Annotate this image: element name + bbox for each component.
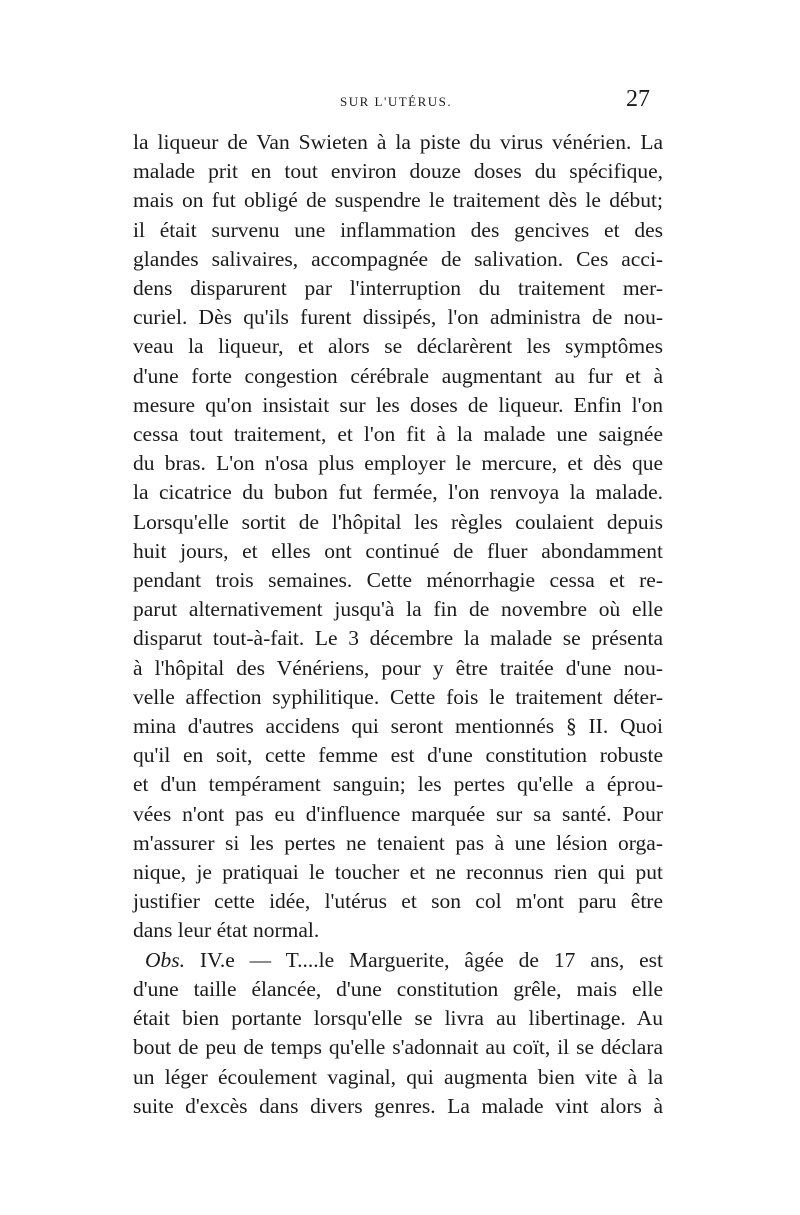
observation-heading-text: IV.e — T....le Marguerite, âgée de 17 ans, est xyxy=(185,947,663,972)
text-line: cessa tout traitement, et l'on fit à la malade une saignée xyxy=(133,422,663,447)
text-line: parut alternativement jusqu'à la fin de novembre où elle xyxy=(133,597,663,622)
text-line: curiel. Dès qu'ils furent dissipés, l'on administra de nou- xyxy=(133,305,663,330)
text-line: nique, je pratiquai le toucher et ne reconnus rien qui put xyxy=(133,860,663,885)
observation-heading-line xyxy=(133,946,663,975)
text-line: mais on fut obligé de suspendre le traitement dès le début; xyxy=(133,188,663,213)
text-line: un léger écoulement vaginal, qui augmenta bien vite à la xyxy=(133,1064,663,1089)
text-line: velle affection syphilitique. Cette fois le traitement déter- xyxy=(133,684,663,709)
text-line: du bras. L'on n'osa plus employer le mercure, et dès que xyxy=(133,451,663,476)
text-line: il était survenu une inflammation des gencives et des xyxy=(133,217,663,242)
text-line: qu'il en soit, cette femme est d'une constitution robuste xyxy=(133,743,663,768)
text-line: d'une forte congestion cérébrale augmentant au fur et à xyxy=(133,363,663,388)
text-line: et d'un tempérament sanguin; les pertes qu'elle a éprou- xyxy=(133,772,663,797)
text-line: d'une taille élancée, d'une constitution grêle, mais elle xyxy=(133,976,663,1001)
text-line: huit jours, et elles ont continué de fluer abondamment xyxy=(133,538,663,563)
text-line: disparut tout-à-fait. Le 3 décembre la malade se présenta xyxy=(133,626,663,651)
text-line: bout de peu de temps qu'elle s'adonnait au coït, il se déclara xyxy=(133,1035,663,1060)
text-line: mina d'autres accidens qui seront mentionnés § II. Quoi xyxy=(133,714,663,739)
text-line: la cicatrice du bubon fut fermée, l'on renvoya la malade. xyxy=(133,480,663,505)
text-line: suite d'excès dans divers genres. La malade vint alors à xyxy=(133,1093,663,1118)
text-line: justifier cette idée, l'utérus et son col m'ont paru être xyxy=(133,889,663,914)
text-line: la liqueur de Van Swieten à la piste du virus vénérien. La xyxy=(133,130,663,154)
text-line: pendant trois semaines. Cette ménorrhagie cessa et re- xyxy=(133,568,663,593)
text-line: m'assurer si les pertes ne tenaient pas à une lésion orga- xyxy=(133,830,663,855)
text-line: dens disparurent par l'interruption du traitement mer- xyxy=(133,276,663,301)
text-line: glandes salivaires, accompagnée de salivation. Ces acci- xyxy=(133,246,663,271)
text-line: Lorsqu'elle sortit de l'hôpital les règles coulaient depuis xyxy=(133,509,663,534)
observation-label: Obs. xyxy=(145,947,186,972)
body-text xyxy=(133,128,663,1121)
text-line: à l'hôpital des Vénériens, pour y être traitée d'une nou- xyxy=(133,655,663,680)
running-title: SUR L'UTÉRUS. xyxy=(340,94,453,109)
text-line: dans leur état normal. xyxy=(133,918,320,943)
text-line: était bien portante lorsqu'elle se livra au libertinage. Au xyxy=(133,1006,663,1031)
text-line: mesure qu'on insistait sur les doses de liqueur. Enfin l'on xyxy=(133,392,663,417)
text-line: malade prit en tout environ douze doses du spécifique, xyxy=(133,159,663,184)
text-line: veau la liqueur, et alors se déclarèrent les symptômes xyxy=(133,334,663,359)
page-number: 27 xyxy=(626,86,650,112)
text-line: vées n'ont pas eu d'influence marquée sur sa santé. Pour xyxy=(133,801,663,826)
